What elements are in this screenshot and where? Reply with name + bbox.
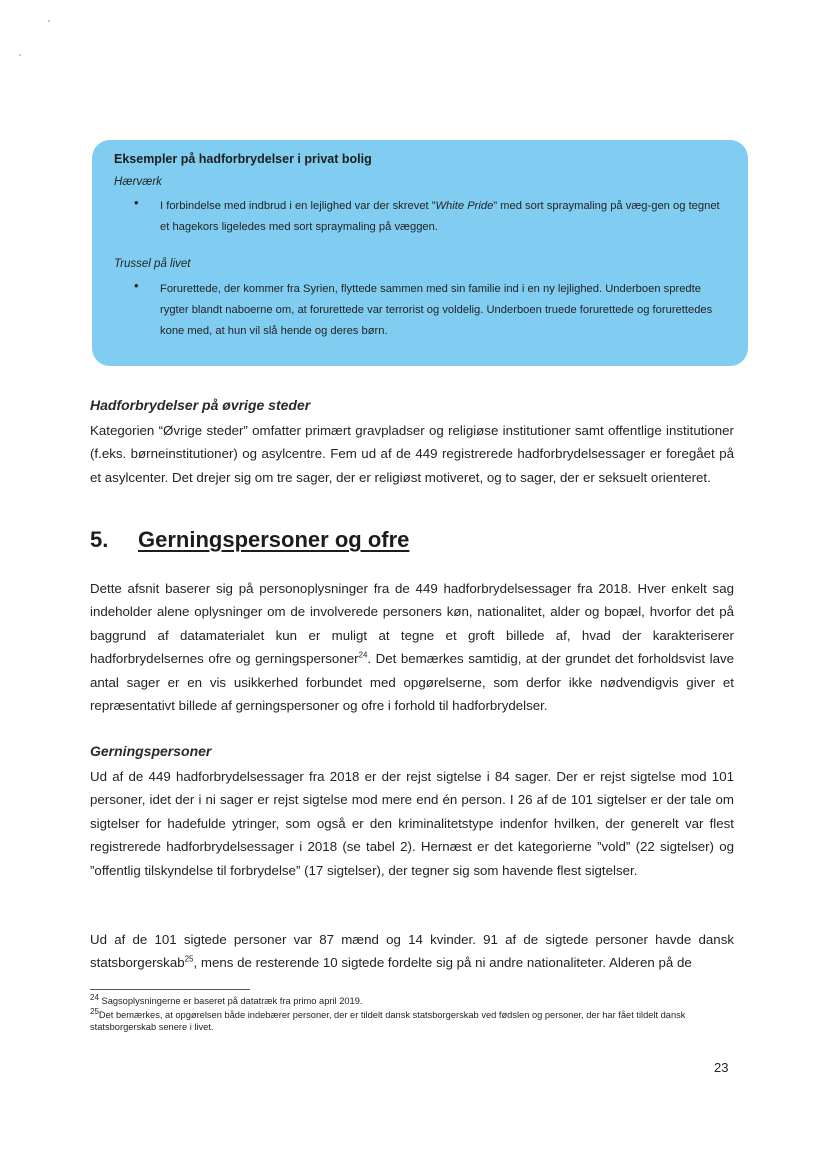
- footnote-text: Sagsoplysningerne er baseret på datatræk fra primo april 2019.: [98, 996, 363, 1006]
- infobox-subtitle-threat: Trussel på livet: [114, 258, 191, 270]
- paragraph-perpetrators-2: [90, 928, 734, 975]
- footnote-number: 24: [90, 992, 99, 1002]
- section-heading-other-places: Hadforbrydelser på øvrige steder: [90, 397, 311, 413]
- bullet-icon: •: [134, 195, 139, 210]
- footnote-24: [90, 992, 720, 1008]
- section-heading-perpetrators: Gerningspersoner: [90, 743, 212, 759]
- para2-text-after: , mens de resterende 10 sigtede fordelte sig på ni andre nationaliteter. Alderen på de: [193, 955, 692, 971]
- bullet-icon: •: [134, 278, 139, 293]
- intro-text: Dette afsnit baserer sig på personoplysninger fra de 449 hadforbrydelsessager fra 2018. Hver enkelt sag indeholder alene oplysninger om de involverede personers køn, nationalitet, alder og bopæl, hvorfor det på baggrund af datamaterialet kun er muligt at tegne et groft billede af, hvad der karakteriserer hadforbrydelsernes ofre og gerningspersoner: [90, 581, 734, 667]
- footnote-divider: [90, 989, 250, 990]
- footnote-25: [90, 1006, 720, 1033]
- paragraph-intro: [90, 577, 734, 717]
- examples-infobox: [92, 140, 748, 366]
- chapter-number: 5.: [90, 527, 109, 552]
- infobox-item-threat: Forurettede, der kommer fra Syrien, flyttede sammen med sin familie ind i en ny lejlighed. Underboen spredte rygter blandt naboerne om, at forurettede var terrorist og voldelig. Underboen truede forurettede og forurettedes kone med, at hun vil slå hende og deres børn.: [160, 283, 713, 337]
- chapter-title: Gerningspersoner og ofre: [138, 527, 410, 552]
- footnote-ref-24[interactable]: 24: [358, 650, 368, 660]
- scan-speck: [19, 54, 21, 56]
- intro-text-after: . Det bemærkes samtidig, at der grundet det forholdsvist lave antal sager er en vis usikkerhed forbundet med opgørelserne, som derfor ikke nødvendigvis giver et repræsentativt billede af gerningspersoner og ofre i forhold til hadforbrydelser.: [90, 651, 735, 714]
- paragraph-other-places: Kategorien “Øvrige steder” omfatter primært gravpladser og religiøse institutioner samt offentlige institutioner (f.eks. børneinstitutioner) og asylcentre. Fem ud af de 449 registrerede hadforbrydelsessager er foregået på et asylcenter. Det drejer sig om tre sager, der er religiøst motiveret, og to sager, der er seksuelt orienteret.: [90, 423, 734, 485]
- infobox-subtitle-vandalism: Hærværk: [114, 176, 162, 188]
- infobox-title: Eksempler på hadforbrydelser i privat bolig: [114, 152, 372, 166]
- item-text-after: ” med sort spraymaling på væg-gen og tegnet et hagekors ligeledes med sort spraymaling på væggen.: [160, 200, 720, 233]
- footnote-ref-25[interactable]: 25: [184, 954, 194, 964]
- paragraph-perpetrators-1: Ud af de 449 hadforbrydelsessager fra 2018 er der rejst sigtelse i 84 sager. Der er rejst sigtelse mod 101 personer, idet der i ni sager er rejst sigtelse mod mere end én person. I 26 af de 101 sigtelser er der tale om sigtelser for hadefulde ytringer, som også er den kriminalitetstype indenfor hvilken, der generelt var flest registrerede hadforbrydelsessager i 2018 (se tabel 2). Hernæst er det kategorierne ”vold” (22 sigtelser) og ”offentlig tilskyndelse til forbrydelse” (17 sigtelser), der tegner sig som havende flest sigtelser.: [90, 769, 734, 878]
- page-number: 23: [714, 1060, 729, 1075]
- footnote-text: Det bemærkes, at opgørelsen både indebærer personer, der er tildelt dansk statsborgerskab ved fødslen og personer, der har fået tildelt dansk statsborgerskab senere i livet.: [90, 1010, 686, 1032]
- infobox-item-vandalism: [160, 196, 732, 238]
- scan-speck: [48, 20, 50, 22]
- item-emphasis: White Pride: [435, 200, 494, 212]
- item-text: I forbindelse med indbrud i en lejlighed var der skrevet ”: [160, 200, 436, 212]
- footnote-number: 25: [90, 1006, 99, 1016]
- para2-text: Ud af de 101 sigtede personer var 87 mænd og 14 kvinder. 91 af de sigtede personer havde dansk statsborgerskab: [90, 932, 734, 971]
